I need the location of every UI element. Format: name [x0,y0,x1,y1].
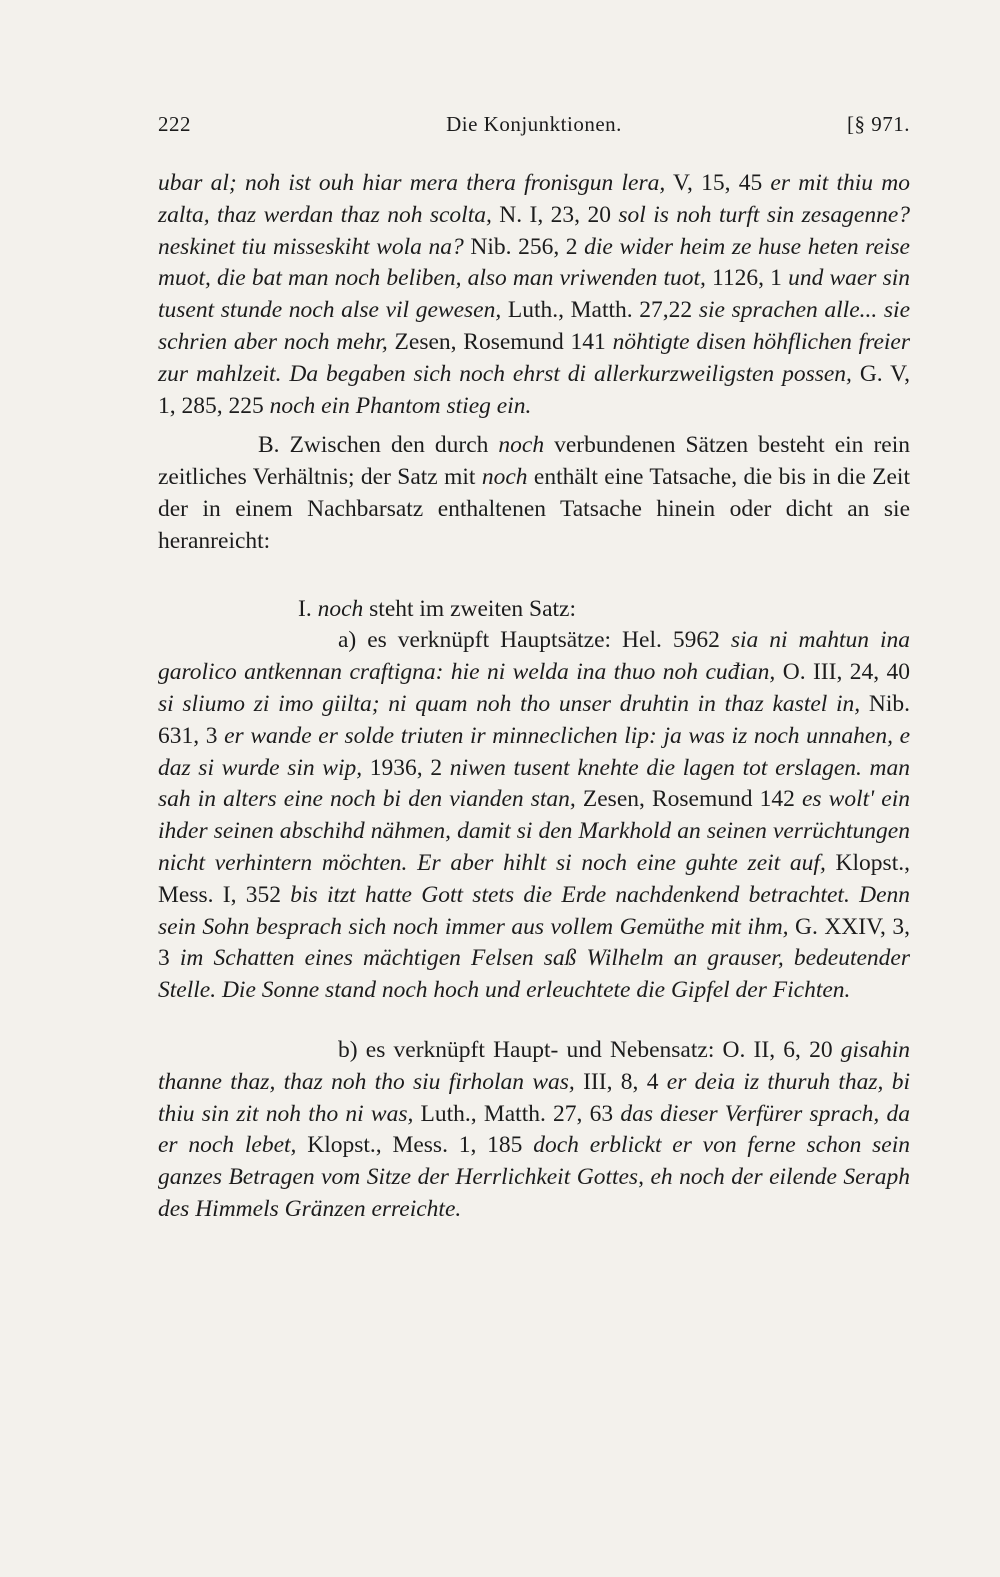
text-run: Klopst., Mess. I, 352 [158,849,910,908]
text-run: steht im zweiten Satz: [363,595,577,622]
italic-run: bis itzt hatte Gott stets die Erde nachdenkend betrachtet. Denn sein Sohn besprach sich noch immer aus vollem Gemüthe mit ihm, [158,881,910,940]
text-run: 1126, 1 [705,265,789,292]
text-run: b) es verknüpft Haupt- und Nebensatz: O. II, 6, 20 [338,1036,841,1063]
text-run: G. V, 1, 285, 225 [158,360,910,419]
paragraph-examples-continued [158,168,910,422]
italic-run: er deia iz thuruh thaz, bi thiu sin zit noh tho ni was, [158,1068,911,1127]
italic-run: gisahin thanne thaz, thaz noh tho siu firholan was, [158,1036,910,1095]
italic-run: si sliumo zi imo giilta; ni quam noh tho unser druhtin in thaz kastel in, [158,690,861,717]
running-title: Die Konjunktionen. [446,112,622,136]
italic-run: doch erblickt er von ferne schon sein ganzes Betragen vom Sitze der Herrlichkeit Gottes, eh noch der eilende Seraph des Himmels Gränzen erreichte. [158,1132,910,1222]
text-run: O. III, 24, 40 [775,659,911,686]
text-run: Zesen, Rosemund 142 [575,786,802,813]
text-run: enthält eine Tatsache, die bis in die Zeit der in einem Nachbarsatz enthaltenen Tatsache hinein oder dicht an sie heranreicht: [158,464,910,554]
italic-run: sol is noh turft sin zesagenne? neskinet tiu misseskiht wola na? [158,201,910,260]
text-run: V, 15, 45 [665,170,771,196]
text-run: Luth., Matth. 27,22 [501,297,699,324]
italic-run: noch ein Phantom stieg ein. [269,392,532,419]
text-run: Nib. 631, 3 [158,690,910,749]
italic-run: es wolt' ein ihder seinen abschihd nähmen, damit si den Markhold an seinen verrüchtungen nicht verhintern möchten. Er aber hihlt si noch eine guhte zeit auf, [158,786,910,876]
italic-run: er mit thiu mo zalta, thaz werdan thaz noh scolta, [158,170,910,228]
italic-run: und waer sin tusent stunde noch alse vil gewesen, [158,265,910,324]
paragraph-section-b [158,430,910,557]
italic-run: im Schatten eines mächtigen Felsen saß Wilhelm an grauser, bedeutender Stelle. Die Sonne stand noch hoch und erleuchtete die Gipfel der Fichten. [158,945,911,1004]
subheading-i [158,594,910,626]
italic-run: das dieser Verfürer sprach, da er noch lebet, [158,1100,910,1159]
italic-run: noch [498,432,545,459]
page-number: 222 [158,112,191,136]
text-run: Zesen, Rosemund 141 [387,328,613,355]
italic-run: die wider heim ze huse heten reise muot, die bat man noch beliben, also man vriwenden tuot, [158,233,910,292]
text-run: I. [298,595,318,622]
italic-run: er wande er solde triuten ir minneclichen lip: ja was iz noch unnahen, e daz si wurde sin wip, [158,722,910,781]
text-run: 1936, 2 [362,754,450,781]
italic-run: noch [317,595,364,622]
text-run: Klopst., Mess. 1, 185 [296,1132,534,1159]
italic-run: sia ni mahtun ina garolico antkennan craftigna: hie ni welda ina thuo noh cuđian, [158,627,910,686]
italic-run: sie sprachen alle... sie schrien aber noch mehr, [158,297,911,355]
section-number: [§ 971. [847,112,910,136]
text-run: Nib. 256, 2 [463,233,585,260]
text-run: N. I, 23, 20 [491,201,619,228]
paragraph-b-main-and-subordinate [158,1035,910,1226]
text-run: III, 8, 4 [574,1068,667,1095]
paragraph-a-main-clauses [158,625,910,1007]
italic-run: noch [481,464,528,491]
text-run: a) es verknüpft Hauptsätze: Hel. 5962 [338,627,731,654]
text-run: verbundenen Sätzen besteht ein rein zeitliches Verhältnis; der Satz mit [158,432,910,491]
italic-run: nöhtigte disen höhflichen freier zur mahlzeit. Da begaben sich noch ehrst di allerkurzweiligsten possen, [158,328,910,387]
text-run: B. Zwischen den durch [258,432,499,459]
text-run: Luth., Matth. 27, 63 [413,1100,621,1127]
text-run: G. XXIV, 3, 3 [158,913,911,972]
italic-run: niwen tusent knehte die lagen tot erslagen. man sah in alters eine noch bi den vianden stan, [158,754,911,813]
page-body [158,168,910,1226]
italic-run: ubar al; noh ist ouh hiar mera thera fronisgun lera, [158,170,666,196]
running-header [158,112,910,142]
